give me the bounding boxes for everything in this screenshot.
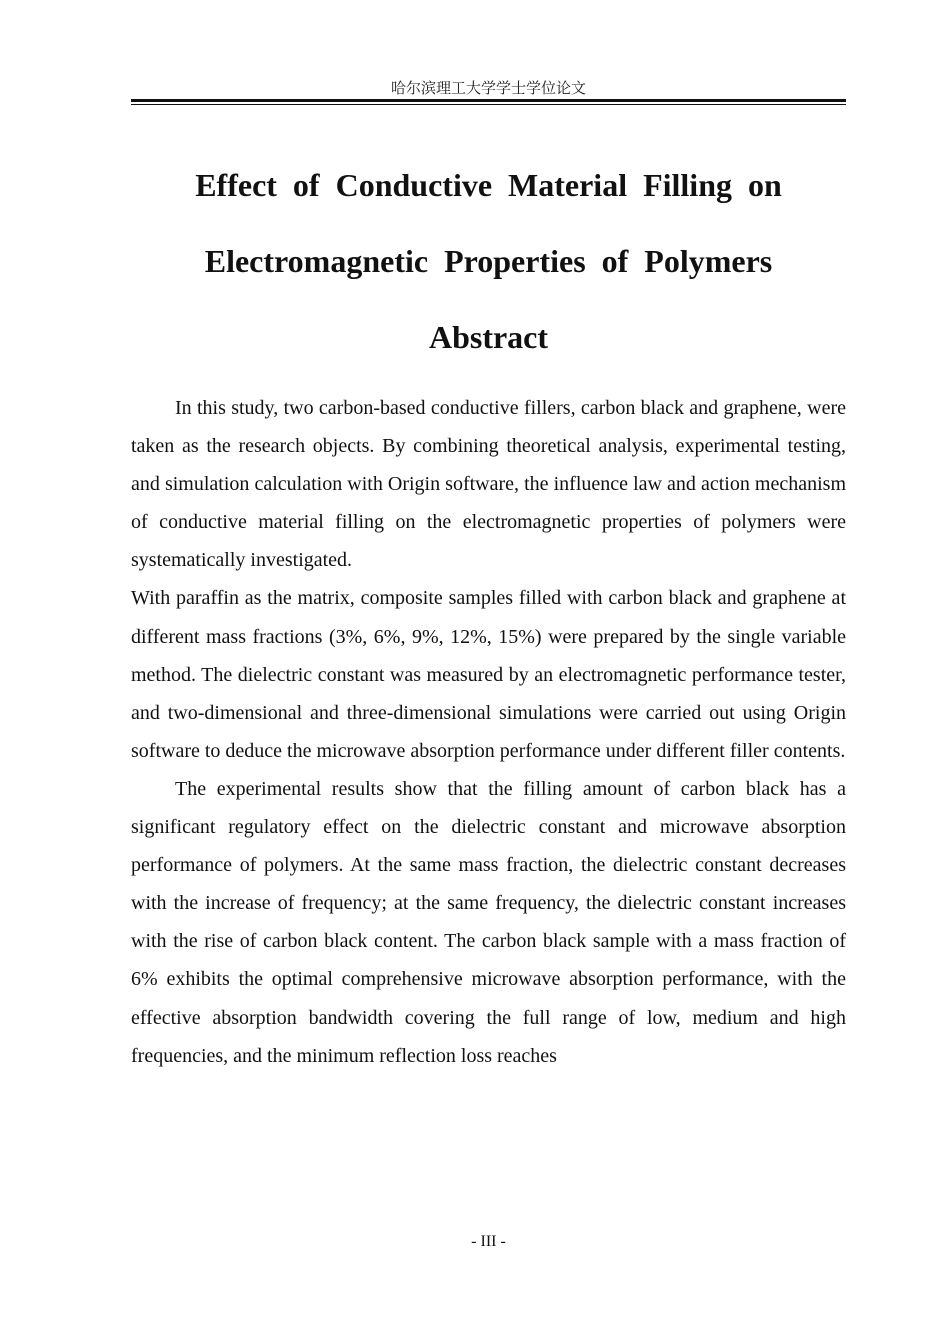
header-rule-thick [131, 99, 846, 102]
header-rule-thin [131, 104, 846, 105]
abstract-heading: Abstract [428, 319, 549, 355]
abstract-paragraph-3: The experimental results show that the filling amount of carbon black has a significant regulatory effect on the dielectric constant and microwave absorption performance of polymers. At the same mass fraction, the dielectric constant decreases with the increase of frequency; at the same frequency, the dielectric constant increases with the rise of carbon black content. The carbon black sample with a mass fraction of 6% exhibits the optimal comprehensive microwave absorption performance, with the effective absorption bandwidth covering the full range of low, medium and high frequencies, and the minimum reflection loss reaches [131, 777, 846, 1067]
abstract-body [131, 389, 846, 1075]
page-number: - III - [471, 1233, 506, 1250]
running-header: 哈尔滨理工大学学士学位论文 [390, 79, 586, 97]
thesis-title: Effect of Conductive Material Filling on Electromagnetic Properties of Polymers [195, 167, 782, 279]
abstract-paragraph-2: With paraffin as the matrix, composite samples filled with carbon black and graphene at different mass fractions (3%, 6%, 9%, 12%, 15%) were prepared by the single variable method. The dielectric constant was measured by an electromagnetic performance tester, and two-dimensional and three-dimensional simulations were carried out using Origin software to deduce the microwave absorption performance under different filler contents. [131, 587, 846, 762]
abstract-paragraph-1: In this study, two carbon-based conductive fillers, carbon black and graphene, were taken as the research objects. By combining theoretical analysis, experimental testing, and simulation calculation with Origin software, the influence law and action mechanism of conductive material filling on the electromagnetic properties of polymers were systematically investigated. [131, 397, 846, 572]
